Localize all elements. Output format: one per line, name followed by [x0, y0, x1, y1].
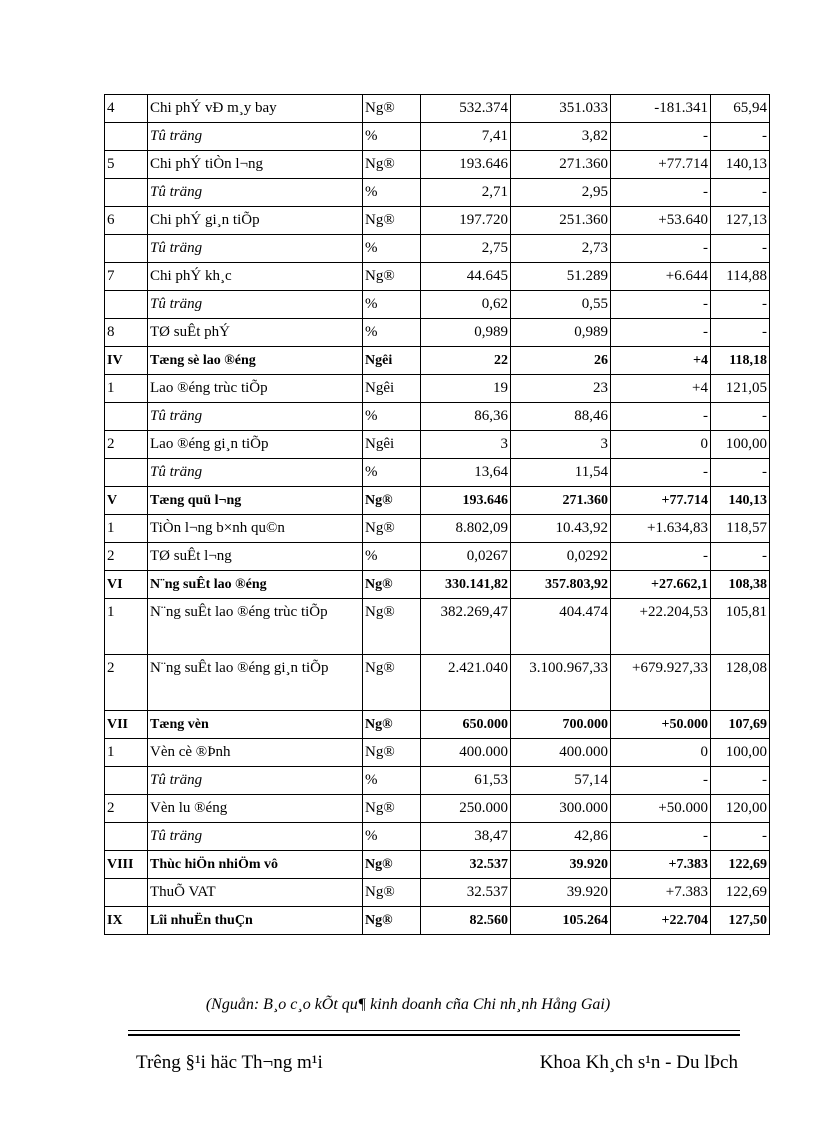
- value-difference: +4: [611, 347, 711, 375]
- item-number: VII: [105, 711, 148, 739]
- value-percent: -: [711, 123, 770, 151]
- table-row: [105, 403, 770, 431]
- item-name: TØ suÊt phÝ: [148, 319, 363, 347]
- value-year-1: 250.000: [421, 795, 511, 823]
- value-percent: -: [711, 235, 770, 263]
- value-difference: +22.704: [611, 907, 711, 935]
- value-percent: -: [711, 823, 770, 851]
- item-number: 2: [105, 655, 148, 711]
- table-row: [105, 207, 770, 235]
- value-year-2: 42,86: [511, 823, 611, 851]
- item-name: Tû träng: [148, 823, 363, 851]
- item-name: Chi phÝ tiÒn l¬ng: [148, 151, 363, 179]
- item-unit: Ng®: [363, 795, 421, 823]
- table-row: [105, 179, 770, 207]
- value-year-2: 2,95: [511, 179, 611, 207]
- item-number: [105, 179, 148, 207]
- value-percent: 122,69: [711, 851, 770, 879]
- item-unit: %: [363, 459, 421, 487]
- value-year-1: 0,62: [421, 291, 511, 319]
- value-percent: 107,69: [711, 711, 770, 739]
- item-number: [105, 879, 148, 907]
- item-unit: Ngêi: [363, 347, 421, 375]
- value-year-2: 251.360: [511, 207, 611, 235]
- item-unit: Ngêi: [363, 431, 421, 459]
- value-year-1: 44.645: [421, 263, 511, 291]
- item-name: Tû träng: [148, 291, 363, 319]
- value-year-1: 382.269,47: [421, 599, 511, 655]
- value-percent: 118,18: [711, 347, 770, 375]
- value-year-1: 532.374: [421, 95, 511, 123]
- item-number: 1: [105, 739, 148, 767]
- footer-divider-thin: [128, 1030, 740, 1031]
- value-year-1: 82.560: [421, 907, 511, 935]
- value-difference: +6.644: [611, 263, 711, 291]
- value-year-1: 32.537: [421, 851, 511, 879]
- value-difference: -: [611, 291, 711, 319]
- table-row: [105, 123, 770, 151]
- value-year-1: 400.000: [421, 739, 511, 767]
- value-year-2: 0,55: [511, 291, 611, 319]
- table-row: [105, 739, 770, 767]
- table-row: [105, 487, 770, 515]
- value-year-2: 0,0292: [511, 543, 611, 571]
- value-year-1: 193.646: [421, 151, 511, 179]
- value-year-1: 19: [421, 375, 511, 403]
- table-row: [105, 515, 770, 543]
- value-difference: 0: [611, 431, 711, 459]
- value-year-2: 351.033: [511, 95, 611, 123]
- value-year-2: 10.43,92: [511, 515, 611, 543]
- value-percent: -: [711, 179, 770, 207]
- item-unit: Ng®: [363, 739, 421, 767]
- item-unit: Ng®: [363, 851, 421, 879]
- value-difference: -181.341: [611, 95, 711, 123]
- value-year-2: 2,73: [511, 235, 611, 263]
- value-difference: +27.662,1: [611, 571, 711, 599]
- item-number: VI: [105, 571, 148, 599]
- value-difference: -: [611, 543, 711, 571]
- value-year-1: 7,41: [421, 123, 511, 151]
- item-number: 1: [105, 515, 148, 543]
- item-number: 5: [105, 151, 148, 179]
- item-name: Lao ®éng gi¸n tiÕp: [148, 431, 363, 459]
- item-number: [105, 291, 148, 319]
- item-unit: Ng®: [363, 655, 421, 711]
- report-table: [104, 94, 770, 935]
- value-difference: -: [611, 767, 711, 795]
- value-year-1: 197.720: [421, 207, 511, 235]
- table-row: [105, 907, 770, 935]
- value-year-2: 51.289: [511, 263, 611, 291]
- value-year-2: 271.360: [511, 151, 611, 179]
- value-year-2: 400.000: [511, 739, 611, 767]
- value-year-1: 0,0267: [421, 543, 511, 571]
- item-name: Tû träng: [148, 235, 363, 263]
- value-percent: 65,94: [711, 95, 770, 123]
- table-row: [105, 431, 770, 459]
- item-number: [105, 767, 148, 795]
- footer-university: Trêng §¹i häc Th¬ng m¹i: [136, 1052, 323, 1073]
- value-percent: 108,38: [711, 571, 770, 599]
- item-unit: Ngêi: [363, 375, 421, 403]
- item-name: Thùc hiÖn nhiÖm vô: [148, 851, 363, 879]
- table-row: [105, 655, 770, 711]
- item-unit: %: [363, 767, 421, 795]
- value-difference: -: [611, 459, 711, 487]
- table-row: [105, 151, 770, 179]
- table-row: [105, 543, 770, 571]
- table-body: [105, 95, 770, 935]
- item-name: N¨ng suÊt lao ®éng gi¸n tiÕp: [148, 655, 363, 711]
- table-row: [105, 291, 770, 319]
- value-year-1: 330.141,82: [421, 571, 511, 599]
- value-percent: 100,00: [711, 431, 770, 459]
- value-year-2: 3.100.967,33: [511, 655, 611, 711]
- item-name: N¨ng suÊt lao ®éng trùc tiÕp: [148, 599, 363, 655]
- value-percent: 105,81: [711, 599, 770, 655]
- value-year-1: 32.537: [421, 879, 511, 907]
- value-difference: +7.383: [611, 879, 711, 907]
- item-number: 6: [105, 207, 148, 235]
- table-row: [105, 347, 770, 375]
- item-name: TØ suÊt l¬ng: [148, 543, 363, 571]
- item-unit: Ng®: [363, 599, 421, 655]
- value-year-1: 86,36: [421, 403, 511, 431]
- value-year-1: 2,71: [421, 179, 511, 207]
- item-name: Tû träng: [148, 459, 363, 487]
- item-name: Lao ®éng trùc tiÕp: [148, 375, 363, 403]
- value-year-1: 22: [421, 347, 511, 375]
- item-number: 1: [105, 375, 148, 403]
- item-name: Vèn cè ®Þnh: [148, 739, 363, 767]
- value-percent: -: [711, 767, 770, 795]
- table-row: [105, 599, 770, 655]
- value-year-2: 88,46: [511, 403, 611, 431]
- value-percent: 118,57: [711, 515, 770, 543]
- value-difference: -: [611, 403, 711, 431]
- item-name: N¨ng suÊt lao ®éng: [148, 571, 363, 599]
- item-unit: %: [363, 179, 421, 207]
- value-year-2: 0,989: [511, 319, 611, 347]
- item-name: Tæng quü l¬ng: [148, 487, 363, 515]
- value-difference: +1.634,83: [611, 515, 711, 543]
- item-name: Tû träng: [148, 403, 363, 431]
- item-number: 2: [105, 543, 148, 571]
- value-difference: +4: [611, 375, 711, 403]
- value-difference: +7.383: [611, 851, 711, 879]
- value-difference: -: [611, 319, 711, 347]
- value-difference: +22.204,53: [611, 599, 711, 655]
- item-unit: Ng®: [363, 515, 421, 543]
- value-year-2: 39.920: [511, 851, 611, 879]
- item-number: [105, 123, 148, 151]
- item-unit: %: [363, 823, 421, 851]
- value-percent: -: [711, 291, 770, 319]
- table-row: [105, 319, 770, 347]
- item-number: 8: [105, 319, 148, 347]
- value-difference: +53.640: [611, 207, 711, 235]
- item-number: IV: [105, 347, 148, 375]
- value-year-2: 404.474: [511, 599, 611, 655]
- table-row: [105, 823, 770, 851]
- item-number: 7: [105, 263, 148, 291]
- item-name: Tû träng: [148, 123, 363, 151]
- item-unit: Ng®: [363, 151, 421, 179]
- table-row: [105, 235, 770, 263]
- item-unit: Ng®: [363, 711, 421, 739]
- value-difference: +77.714: [611, 151, 711, 179]
- value-year-2: 11,54: [511, 459, 611, 487]
- value-year-1: 650.000: [421, 711, 511, 739]
- table-row: [105, 767, 770, 795]
- item-unit: %: [363, 291, 421, 319]
- table-row: [105, 851, 770, 879]
- value-difference: -: [611, 179, 711, 207]
- item-number: IX: [105, 907, 148, 935]
- value-year-1: 2.421.040: [421, 655, 511, 711]
- value-difference: +50.000: [611, 795, 711, 823]
- item-name: Tû träng: [148, 767, 363, 795]
- value-year-2: 3,82: [511, 123, 611, 151]
- value-difference: +77.714: [611, 487, 711, 515]
- item-name: Tû träng: [148, 179, 363, 207]
- source-note: (Nguån: B¸o c¸o kÕt qu¶ kinh doanh cña Chi nh¸nh Hång Gai): [205, 996, 611, 1013]
- table-row: [105, 263, 770, 291]
- item-unit: %: [363, 235, 421, 263]
- table-row: [105, 95, 770, 123]
- footer-faculty: Khoa Kh¸ch s¹n - Du lÞch: [539, 1052, 738, 1073]
- item-unit: %: [363, 543, 421, 571]
- item-unit: Ng®: [363, 907, 421, 935]
- value-percent: 114,88: [711, 263, 770, 291]
- value-year-2: 271.360: [511, 487, 611, 515]
- item-number: 2: [105, 431, 148, 459]
- item-name: Tæng sè lao ®éng: [148, 347, 363, 375]
- item-number: 4: [105, 95, 148, 123]
- item-unit: %: [363, 319, 421, 347]
- item-number: [105, 403, 148, 431]
- value-year-1: 38,47: [421, 823, 511, 851]
- value-percent: 128,08: [711, 655, 770, 711]
- value-year-2: 39.920: [511, 879, 611, 907]
- item-name: Vèn lu ®éng: [148, 795, 363, 823]
- value-year-2: 105.264: [511, 907, 611, 935]
- table-row: [105, 459, 770, 487]
- item-number: 1: [105, 599, 148, 655]
- item-number: [105, 823, 148, 851]
- value-percent: -: [711, 459, 770, 487]
- item-name: Chi phÝ gi¸n tiÕp: [148, 207, 363, 235]
- value-percent: 127,13: [711, 207, 770, 235]
- value-year-2: 700.000: [511, 711, 611, 739]
- value-year-2: 3: [511, 431, 611, 459]
- item-unit: Ng®: [363, 207, 421, 235]
- value-year-1: 61,53: [421, 767, 511, 795]
- item-number: V: [105, 487, 148, 515]
- value-year-1: 13,64: [421, 459, 511, 487]
- value-year-1: 3: [421, 431, 511, 459]
- item-unit: Ng®: [363, 879, 421, 907]
- item-number: [105, 235, 148, 263]
- value-difference: +50.000: [611, 711, 711, 739]
- item-number: [105, 459, 148, 487]
- table-row: [105, 795, 770, 823]
- value-year-2: 300.000: [511, 795, 611, 823]
- value-percent: -: [711, 543, 770, 571]
- footer-divider-thick: [128, 1034, 740, 1036]
- item-name: TiÒn l¬ng b×nh qu©n: [148, 515, 363, 543]
- value-difference: -: [611, 123, 711, 151]
- item-name: Tæng vèn: [148, 711, 363, 739]
- item-number: 2: [105, 795, 148, 823]
- item-unit: Ng®: [363, 95, 421, 123]
- value-difference: -: [611, 823, 711, 851]
- item-name: Lîi nhuËn thuÇn: [148, 907, 363, 935]
- value-year-2: 26: [511, 347, 611, 375]
- value-percent: 120,00: [711, 795, 770, 823]
- item-unit: Ng®: [363, 487, 421, 515]
- value-difference: -: [611, 235, 711, 263]
- value-percent: 121,05: [711, 375, 770, 403]
- value-year-1: 2,75: [421, 235, 511, 263]
- table-row: [105, 711, 770, 739]
- value-year-1: 193.646: [421, 487, 511, 515]
- value-percent: 100,00: [711, 739, 770, 767]
- item-name: Chi phÝ vÐ m¸y bay: [148, 95, 363, 123]
- value-year-2: 57,14: [511, 767, 611, 795]
- table-row: [105, 571, 770, 599]
- item-number: VIII: [105, 851, 148, 879]
- value-year-2: 357.803,92: [511, 571, 611, 599]
- value-percent: 127,50: [711, 907, 770, 935]
- value-percent: -: [711, 403, 770, 431]
- item-unit: %: [363, 403, 421, 431]
- value-year-1: 0,989: [421, 319, 511, 347]
- value-difference: 0: [611, 739, 711, 767]
- value-difference: +679.927,33: [611, 655, 711, 711]
- value-percent: 122,69: [711, 879, 770, 907]
- value-percent: 140,13: [711, 151, 770, 179]
- value-year-2: 23: [511, 375, 611, 403]
- item-name: Chi phÝ kh¸c: [148, 263, 363, 291]
- item-unit: Ng®: [363, 263, 421, 291]
- value-percent: -: [711, 319, 770, 347]
- item-unit: %: [363, 123, 421, 151]
- table-row: [105, 375, 770, 403]
- table-row: [105, 879, 770, 907]
- value-percent: 140,13: [711, 487, 770, 515]
- item-name: ThuÕ VAT: [148, 879, 363, 907]
- item-unit: Ng®: [363, 571, 421, 599]
- value-year-1: 8.802,09: [421, 515, 511, 543]
